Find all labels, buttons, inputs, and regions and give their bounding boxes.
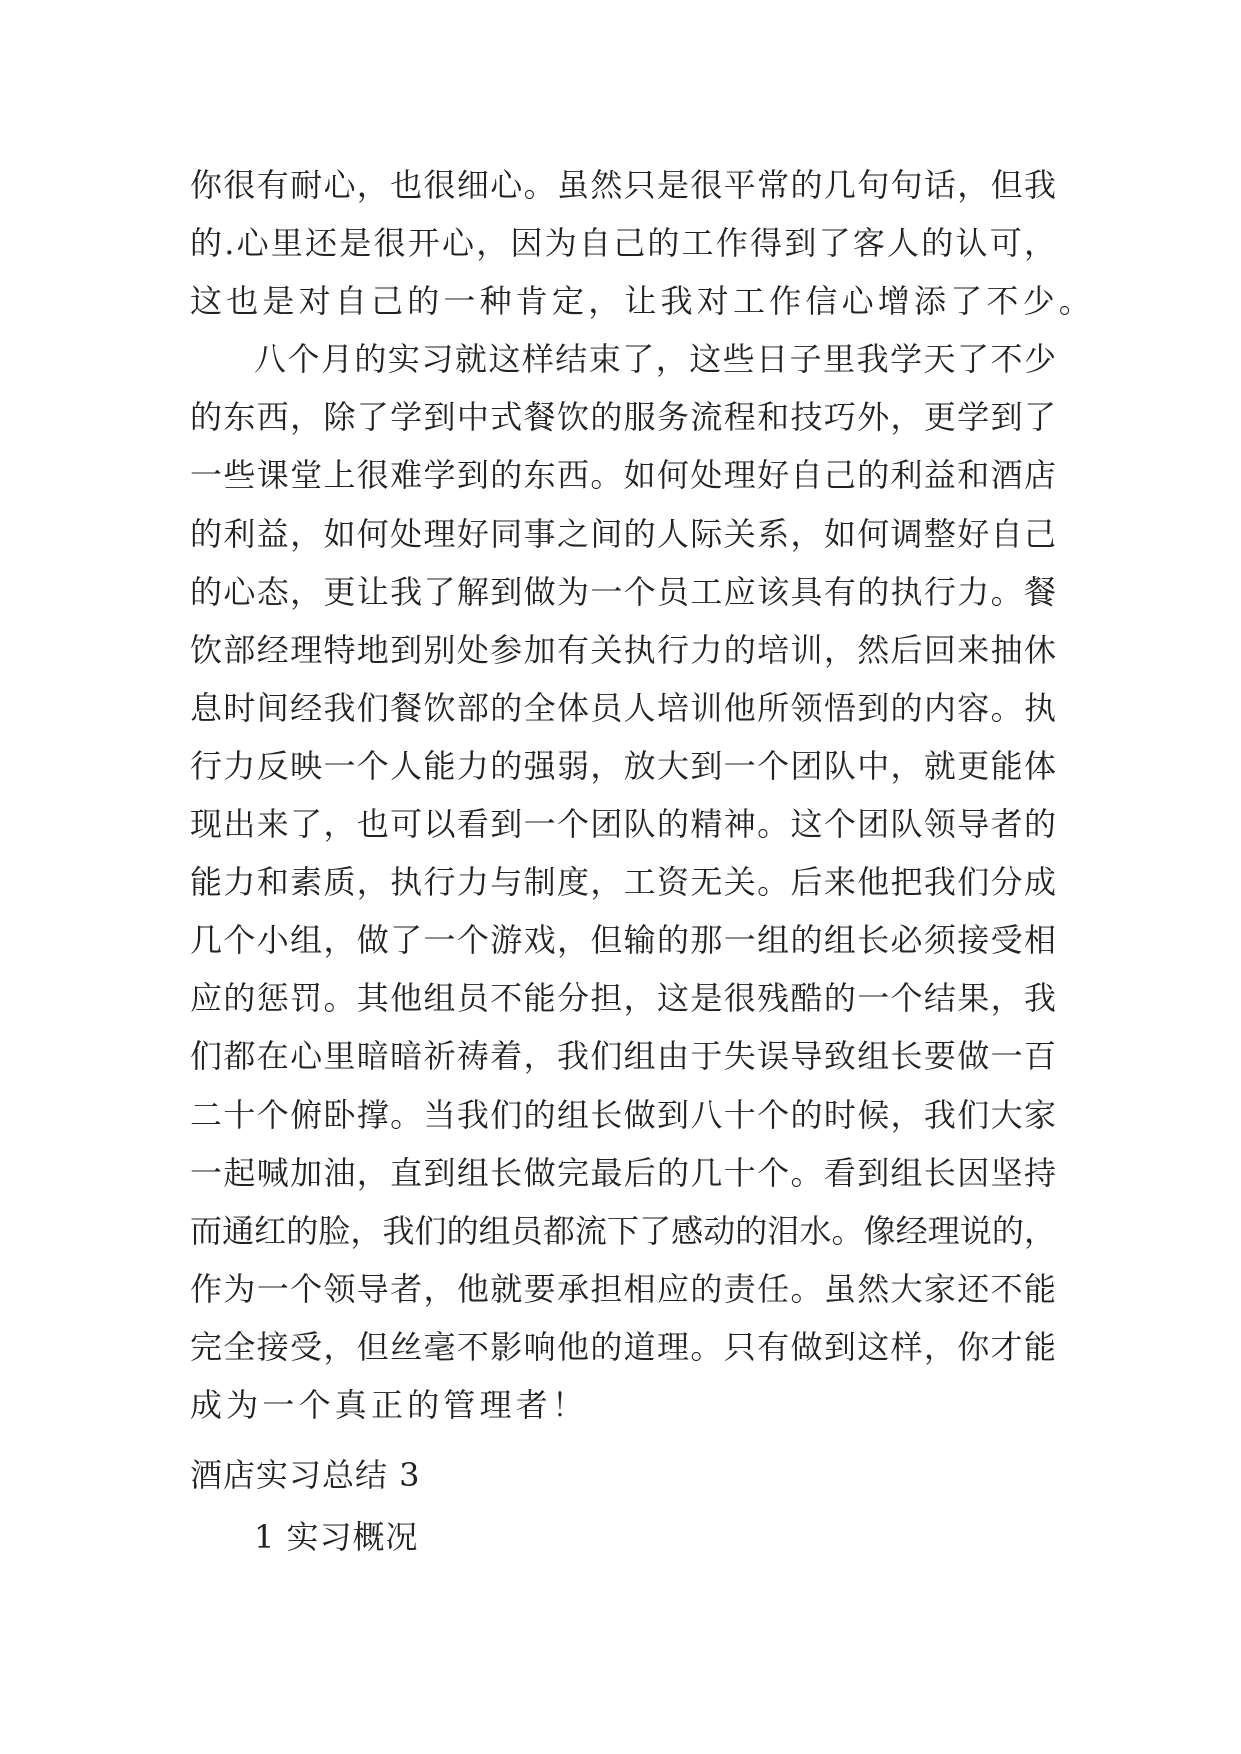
text-line: 应的惩罚。其他组员不能分担，这是很残酷的一个结果，我: [190, 979, 1056, 1018]
text-line: 而通红的脸，我们的组员都流下了感动的泪水。像经理说的，: [190, 1211, 1056, 1250]
text-line: 现出来了，也可以看到一个团队的精神。这个团队领导者的: [190, 805, 1056, 844]
text-line: 这也是对自己的一种肯定，让我对工作信心增添了不少。: [190, 282, 1096, 321]
paragraph-first-line: 八个月的实习就这样结束了，这些日子里我学天了不少: [254, 340, 1056, 379]
text-line: 饮部经理特地到别处参加有关执行力的培训，然后回来抽休: [190, 630, 1056, 669]
text-line: 能力和素质，执行力与制度，工资无关。后来他把我们分成: [190, 863, 1056, 902]
text-line: 的东西，除了学到中式餐饮的服务流程和技巧外，更学到了: [190, 398, 1056, 437]
subsection-title: 1 实习概况: [254, 1518, 419, 1556]
text-line: 完全接受，但丝毫不影响他的道理。只有做到这样，你才能: [190, 1327, 1056, 1366]
text-line: 一些课堂上很难学到的东西。如何处理好自己的利益和酒店: [190, 456, 1056, 495]
text-line: 一起喊加油，直到组长做完最后的几十个。看到组长因坚持: [190, 1153, 1056, 1192]
text-line: 几个小组，做了一个游戏，但输的那一组的组长必须接受相: [190, 921, 1056, 960]
text-line: 的.心里还是很开心，因为自己的工作得到了客人的认可，: [190, 224, 1056, 263]
text-line: 作为一个领导者，他就要承担相应的责任。虽然大家还不能: [190, 1269, 1056, 1308]
body-text: [190, 156, 1096, 1434]
text-line: 行力反映一个人能力的强弱，放大到一个团队中，就更能体: [190, 746, 1056, 785]
text-line: 的心态，更让我了解到做为一个员工应该具有的执行力。餐: [190, 572, 1056, 611]
text-line: 成为一个真正的管理者！: [190, 1385, 589, 1424]
text-line: 们都在心里暗暗祈祷着，我们组由于失误导致组长要做一百: [190, 1037, 1056, 1076]
text-line: 的利益，如何处理好同事之间的人际关系，如何调整好自己: [190, 514, 1056, 553]
text-line: 二十个俯卧撑。当我们的组长做到八十个的时候，我们大家: [190, 1095, 1056, 1134]
text-line: 你很有耐心，也很细心。虽然只是很平常的几句句话，但我: [190, 166, 1056, 204]
section-title: 酒店实习总结 3: [190, 1456, 421, 1494]
text-line: 息时间经我们餐饮部的全体员人培训他所领悟到的内容。执: [190, 688, 1056, 727]
